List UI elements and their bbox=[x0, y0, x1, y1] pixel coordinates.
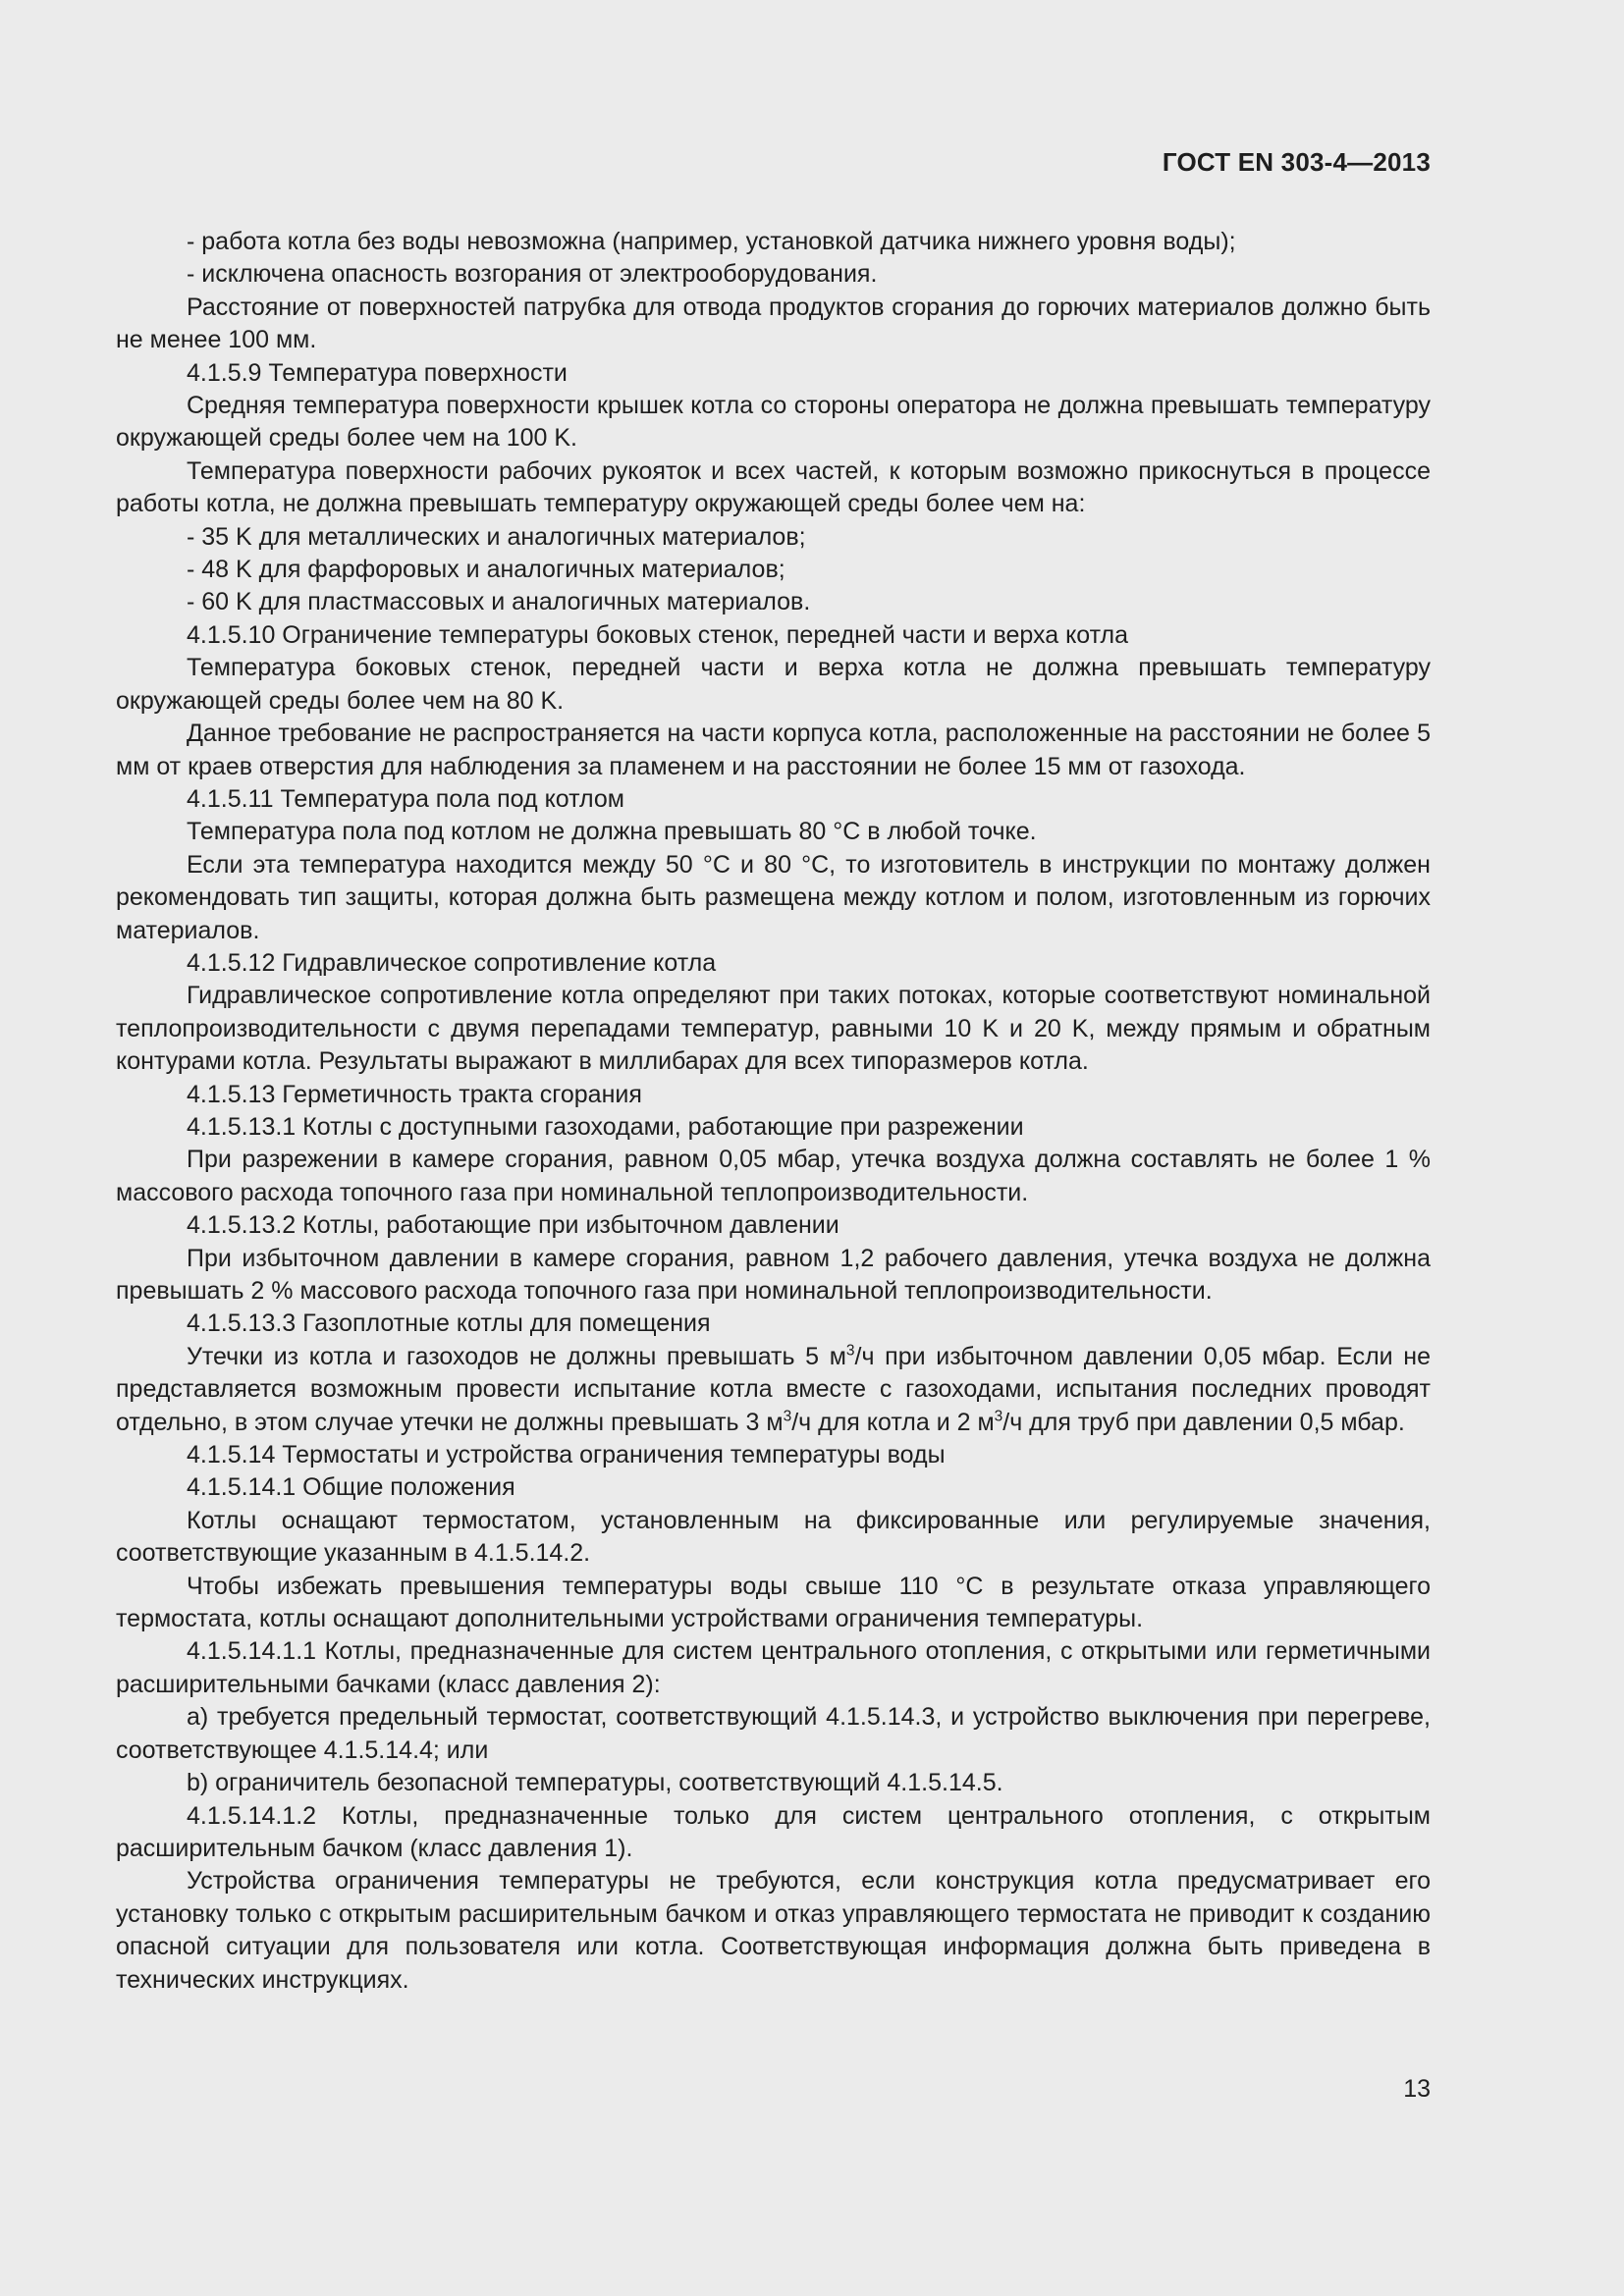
paragraph: Гидравлическое сопротивление котла определяют при таких потоках, которые соответствуют номинальной теплопроизводительности с двумя перепадами температур, равными 10 K и 20 K, между прямым и обратным контурами котла. Результаты выражают в миллибарах для всех типоразмеров котла. bbox=[116, 982, 1431, 1076]
paragraph: При избыточном давлении в камере сгорания, равном 1,2 рабочего давления, утечка воздуха не должна превышать 2 % массового расхода топочного газа при номинальной теплопроизводительности. bbox=[116, 1244, 1431, 1305]
paragraph: b) ограничитель безопасной температуры, соответствующий 4.1.5.14.5. bbox=[187, 1769, 1003, 1797]
paragraph: Температура боковых стенок, передней части и верха котла не должна превышать температуру окружающей среды более чем на 80 K. bbox=[116, 654, 1431, 715]
text-segment: /ч при избыточном давлении 0,05 мбар. Если не представляется возможным провести испытание котла вместе с газоходами, испытания последних проводят отдельно, в этом случае утечки не должны превышать 3 м bbox=[116, 1342, 1431, 1436]
paragraph: Чтобы избежать превышения температуры воды свыше 110 °С в результате отказа управляющего термостата, котлы оснащают дополнительными устройствами ограничения температуры. bbox=[116, 1572, 1431, 1633]
superscript: 3 bbox=[783, 1408, 792, 1425]
superscript: 3 bbox=[845, 1342, 855, 1360]
paragraph: 4.1.5.13.1 Котлы с доступными газоходами, работающие при разрежении bbox=[187, 1112, 1024, 1141]
paragraph: - 48 K для фарфоровых и аналогичных материалов; bbox=[187, 556, 785, 584]
paragraph: Расстояние от поверхностей патрубка для отвода продуктов сгорания до горючих материалов должно быть не менее 100 мм. bbox=[116, 293, 1431, 354]
page-number: 13 bbox=[1403, 2075, 1431, 2103]
paragraph: - 35 K для металлических и аналогичных материалов; bbox=[187, 522, 806, 551]
paragraph: 4.1.5.9 Температура поверхности bbox=[187, 358, 568, 387]
paragraph: 4.1.5.14.1.2 Котлы, предназначенные только для систем центрального отопления, с открытым расширительным бачком (класс давления 1). bbox=[116, 1801, 1431, 1862]
superscript: 3 bbox=[994, 1408, 1003, 1425]
text-segment: Утечки из котла и газоходов не должны превышать 5 м bbox=[187, 1342, 846, 1370]
paragraph: 4.1.5.12 Гидравлическое сопротивление котла bbox=[187, 948, 717, 977]
paragraph: Данное требование не распространяется на части корпуса котла, расположенные на расстоянии не более 5 мм от краев отверстия для наблюдения за пламенем и на расстоянии не более 15 мм от газохода. bbox=[116, 720, 1431, 780]
paragraph: 4.1.5.13 Герметичность тракта сгорания bbox=[187, 1080, 642, 1108]
paragraph: - исключена опасность возгорания от электрооборудования. bbox=[187, 260, 878, 289]
paragraph: При разрежении в камере сгорания, равном 0,05 мбар, утечка воздуха должна составлять не более 1 % массового расхода топочного газа при номинальной теплопроизводительности. bbox=[116, 1146, 1431, 1206]
paragraph: 4.1.5.14.1 Общие положения bbox=[187, 1473, 515, 1502]
paragraph: 4.1.5.14.1.1 Котлы, предназначенные для систем центрального отопления, с открытыми или герметичными расширительными бачками (класс давления 2): bbox=[116, 1637, 1431, 1698]
document-body bbox=[116, 226, 1431, 1997]
paragraph: Если эта температура находится между 50 °С и 80 °С, то изготовитель в инструкции по монтажу должен рекомендовать тип защиты, которая должна быть размещена между котлом и полом, изготовленным из горючих материалов. bbox=[116, 850, 1431, 944]
paragraph: Температура пола под котлом не должна превышать 80 °С в любой точке. bbox=[187, 818, 1037, 846]
paragraph bbox=[116, 1341, 1431, 1439]
paragraph: 4.1.5.14 Термостаты и устройства ограничения температуры воды bbox=[187, 1441, 946, 1469]
paragraph: 4.1.5.10 Ограничение температуры боковых стенок, передней части и верха котла bbox=[187, 620, 1129, 649]
paragraph: Котлы оснащают термостатом, установленным на фиксированные или регулируемые значения, соответствующие указанным в 4.1.5.14.2. bbox=[116, 1506, 1431, 1568]
text-segment: /ч для труб при давлении 0,5 мбар. bbox=[1002, 1408, 1405, 1436]
text-segment: /ч для котла и 2 м bbox=[791, 1408, 995, 1436]
paragraph: 4.1.5.13.2 Котлы, работающие при избыточном давлении bbox=[187, 1211, 839, 1240]
paragraph: - работа котла без воды невозможна (например, установкой датчика нижнего уровня воды); bbox=[187, 228, 1236, 255]
paragraph: a) требуется предельный термостат, соответствующий 4.1.5.14.3, и устройство выключения при перегреве, соответствующее 4.1.5.14.4; или bbox=[116, 1703, 1431, 1764]
paragraph: Устройства ограничения температуры не требуются, если конструкция котла предусматривает его установку только с открытым расширительным бачком и отказ управляющего термостата не приводит к созданию опасной ситуации для пользователя или котла. Соответствующая информация должна быть приведена в технических инструкциях. bbox=[116, 1867, 1431, 1994]
paragraph: Средняя температура поверхности крышек котла со стороны оператора не должна превышать температуру окружающей среды более чем на 100 K. bbox=[116, 392, 1431, 453]
page-header-standard-id: ГОСТ EN 303-4—2013 bbox=[1162, 147, 1431, 177]
paragraph: - 60 K для пластмассовых и аналогичных материалов. bbox=[187, 588, 811, 616]
paragraph: 4.1.5.13.3 Газоплотные котлы для помещения bbox=[187, 1309, 711, 1338]
paragraph: 4.1.5.11 Температура пола под котлом bbox=[187, 784, 624, 813]
paragraph: Температура поверхности рабочих рукояток и всех частей, к которым возможно прикоснуться в процессе работы котла, не должна превышать температуру окружающей среды более чем на: bbox=[116, 456, 1431, 518]
